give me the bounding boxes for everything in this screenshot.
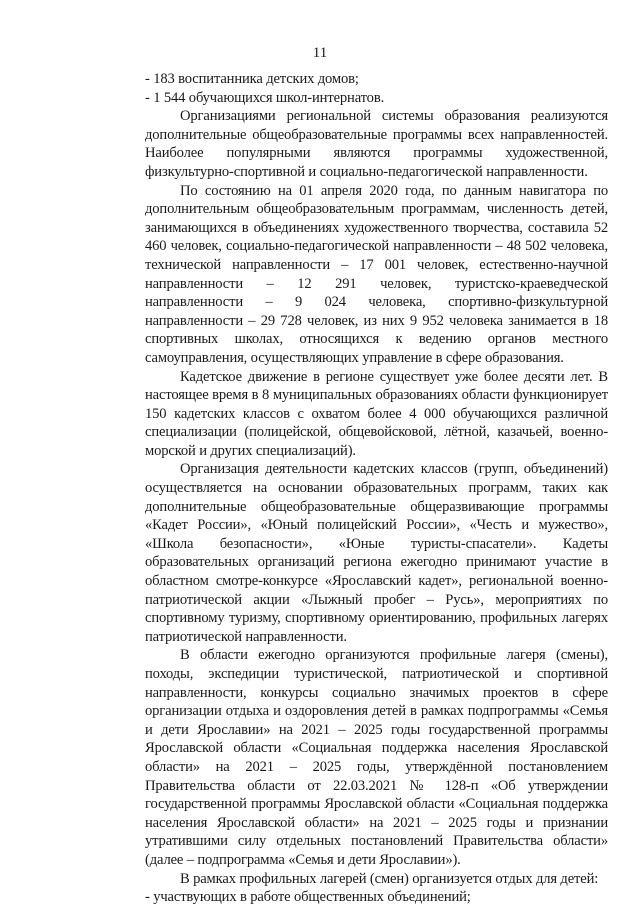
paragraph-cadet-classes-organization: Организация деятельности кадетских классов (групп, объединений) осуществляется на основании образовательных программ, таких как дополнительные общеобразовательные общеразвивающие программы «Кадет России», «Юный полицейский России», «Честь и мужество», «Школа безопасности», «Юные туристы-спасатели». Кадеты образовательных организаций региона ежегодно принимают участие в областном смотре-конкурсе «Ярославский кадет», региональной военно-патриотической акции «Лыжный пробег – Русь», мероприятиях по спортивному туризму, спортивному ориентированию, профильных лагерях патриотической направленности.	[145, 461, 608, 645]
paragraph-cadet-movement: Кадетское движение в регионе существует уже более десяти лет. В настоящее время в 8 муниципальных образованиях области функционирует 150 кадетских классов с охватом более 4 000 обучающихся различной специализации (полицейской, общевойсковой, лётной, казачьей, военно-морской и других специализаций).	[145, 368, 608, 459]
paragraph-additional-programs: Организациями региональной системы образования реализуются дополнительные общеобразовательные программы всех направленностей. Наиболее популярными являются программы художественной, физкультурно-спортивной и социально-педагогической направленности.	[145, 108, 608, 180]
list-item-orphanage-pupils: - 183 воспитанника детских домов;	[145, 71, 359, 87]
paragraph-enrollment-statistics: По состоянию на 01 апреля 2020 года, по данным навигатора по дополнительным общеобразовательным программам, численность детей, занимающихся в объединениях художественного творчества, составила 52 460 человек, социально-педагогической направленности – 48 502 человека, технической направленности – 17 001 человек, естественно-научной направленности – 12 291 человек, туристско-краеведческой направленности – 9 024 человека, спортивно-физкультурной направленности – 29 728 человек, из них 9 952 человека занимается в 18 спортивных школах, относящихся к ведению органов местного самоуправления, осуществляющих управление в сфере образования.	[145, 182, 608, 366]
page-number: 11	[312, 45, 328, 61]
list-item-boarding-school-students: - 1 544 обучающихся школ-интернатов.	[145, 89, 385, 106]
paragraph-profile-camps: В области ежегодно организуются профильные лагеря (смены), походы, экспедиции туристической, патриотической и спортивной направленности, конкурсы социально значимых проектов в сфере организации отдыха и оздоровления детей в рамках подпрограммы «Семья и дети Ярославии» на 2021 – 2025 годы государственной программы Ярославской области «Социальная поддержка населения Ярославской области» на 2021 – 2025 годы, утверждённой постановлением Правительства области от 22.03.2021 № 128-п «Об утверждении государственной программы Ярославской области «Социальная поддержка населения Ярославской области» на 2021 – 2025 годы и признании утратившими силу отдельных постановлений Правительства области» (далее – подпрограмма «Семья и дети Ярославии»).	[145, 647, 608, 868]
paragraph-camp-recreation-intro: В рамках профильных лагерей (смен) организуется отдых для детей:	[180, 870, 599, 887]
document-body	[145, 70, 608, 907]
list-item-public-associations: - участвующих в работе общественных объединений;	[145, 889, 471, 906]
